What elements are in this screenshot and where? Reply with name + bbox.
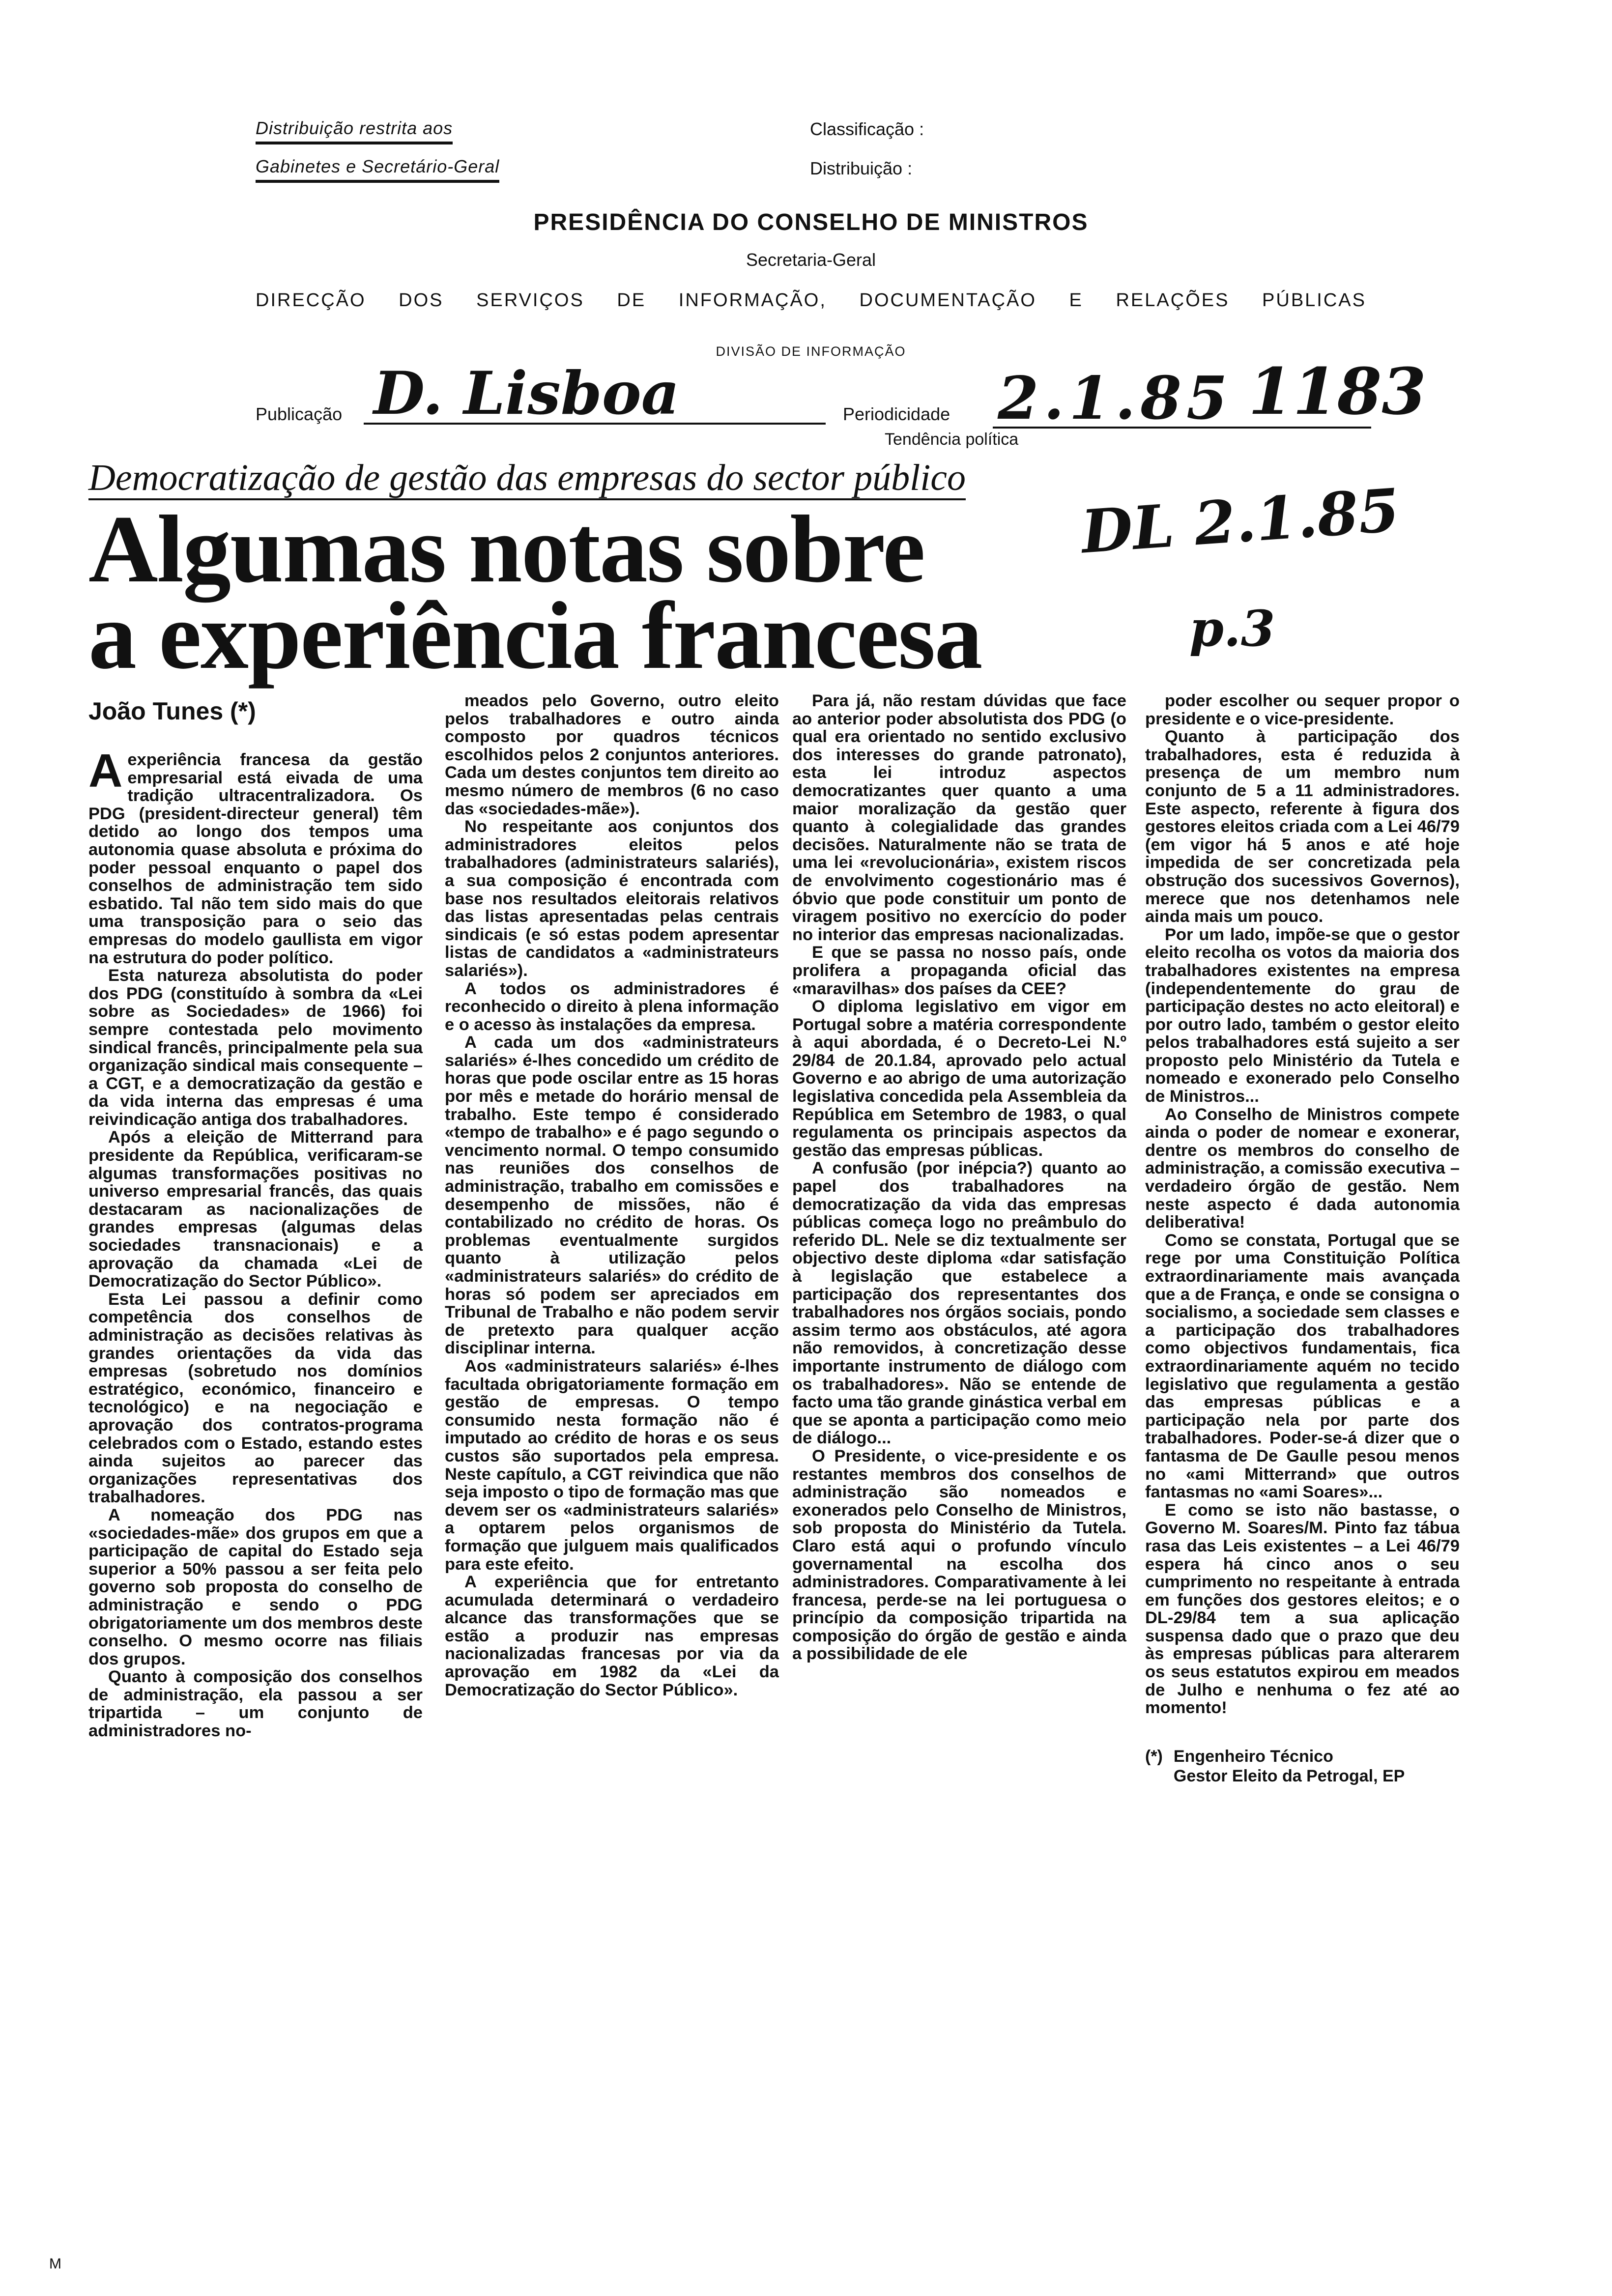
article-paragraph bbox=[1145, 1501, 1460, 1717]
article-headline-line1: Algumas notas sobre bbox=[88, 496, 924, 603]
secretariat-title: Secretaria-Geral bbox=[746, 250, 876, 270]
footnote-text bbox=[1174, 1747, 1405, 1786]
paragraph-text: E que se passa no nosso país, onde prolifera a propaganda oficial das «maravilhas» dos países da CEE? bbox=[792, 943, 1126, 998]
footnote-line2: Gestor Eleito da Petrogal, EP bbox=[1173, 1766, 1405, 1785]
article-paragraph bbox=[792, 1159, 1126, 1447]
emphasized-text: 5 anos bbox=[1281, 835, 1346, 854]
emphasized-text: sob proposta bbox=[165, 1578, 278, 1597]
article-paragraph bbox=[792, 692, 1126, 944]
article-paragraph bbox=[792, 1447, 1126, 1663]
article-column-3 bbox=[792, 692, 1126, 1663]
paragraph-text: Quanto à participação dos trabalhadores, esta é reduzida à presença de bbox=[1145, 727, 1460, 782]
article-paragraph bbox=[792, 998, 1126, 1159]
paragraph-text: A confusão (por inépcia?) quanto ao papel dos trabalhadores na democratização da vida das empresas públicas começa logo no preâmbulo do referido DL. Nele se diz textualmente ser objectivo deste diploma «dar satisfação à legislação que estabelece a bbox=[792, 1159, 1126, 1286]
paragraph-text: Quanto à composição dos conselhos de administração, ela passou a ser tripartida – um conjunto de administradores no- bbox=[88, 1667, 423, 1741]
emphasized-text: 5 a 11 bbox=[1256, 781, 1313, 800]
division-title: DIVISÃO DE INFORMAÇÃO bbox=[716, 344, 906, 359]
paragraph-text: do conselho de administração e sendo o PDG obrigatoriamente um dos membros deste conselho. O mesmo ocorre nas filiais dos grupos. bbox=[88, 1578, 423, 1668]
emphasized-text: um bbox=[1285, 763, 1311, 782]
distribution-restriction-line1: Distribuição restrita aos bbox=[256, 118, 453, 144]
article-paragraph bbox=[1145, 1232, 1460, 1501]
emphasized-text: participação bbox=[792, 1285, 892, 1304]
periodicity-label: Periodicidade bbox=[843, 404, 950, 424]
political-tendency-label: Tendência política bbox=[885, 430, 1019, 449]
paragraph-text: No respeitante aos conjuntos dos administradores eleitos pelos trabalhadores (administrateurs salariés), a sua composição é encontrada com base nos resultados eleitorais relativos das listas apresentadas pelas centrais sindicais (e só estas podem apresentar listas de candidatos a «administrateurs salariés»). bbox=[445, 817, 779, 980]
article-column-1 bbox=[88, 745, 423, 1741]
article-column-4-wrapper bbox=[1145, 692, 1460, 1786]
classification-label: Classificação : bbox=[810, 119, 924, 139]
article-paragraph bbox=[445, 1573, 779, 1699]
article-paragraph bbox=[445, 980, 779, 1034]
paragraph-text: E como se isto não bastasse, o Governo M. Soares/M. Pinto faz tábua rasa das Leis existentes – a Lei 46/79 espera há cinco anos o seu cumprimento no respeitante à entrada em funções dos gestores eleitos; e o DL-29/84 tem a sua aplicação suspensa dado que o prazo que deu às empresas públicas para alterarem os seus estatutos expirou em meados de Julho e nenhuma o fez até ao momento! bbox=[1145, 1500, 1460, 1718]
article-paragraph bbox=[792, 944, 1126, 998]
drop-cap: A bbox=[88, 745, 123, 797]
institution-title: PRESIDÊNCIA DO CONSELHO DE MINISTROS bbox=[533, 209, 1089, 235]
article-paragraph bbox=[1145, 728, 1460, 926]
article-paragraph bbox=[445, 818, 779, 979]
article-paragraph bbox=[1145, 1106, 1460, 1232]
corner-mark: M bbox=[49, 2256, 61, 2272]
article-author: João Tunes (*) bbox=[88, 697, 256, 725]
distribution-label: Distribuição : bbox=[810, 158, 913, 178]
paragraph-text: Como se constata, Portugal que se rege por uma Constituição Política extraordinariamente mais avançada que a de França, e onde se consigna o socialismo, a sociedade sem classes e a participação dos trabalhadores como objectivos fundamentais, fica extraordinariamente aquém no tecido legislativo que regulamenta a gestão das empresas públicas e a participação nela por parte dos trabalhadores. Poder-se-á dizer que o fantasma de De Gaulle pesou menos no «ami Mitterrand» que outros fantasmas no «ami Soares»... bbox=[1145, 1231, 1460, 1502]
paragraph-text: como meio de bbox=[792, 1410, 1126, 1448]
article-paragraph bbox=[88, 967, 423, 1128]
paragraph-text: Ao Conselho de Ministros compete ainda o poder de nomear e exonerar, dentre os membros do conselho de administração, a comissão executiva – verdadeiro órgão de gestão. Nem neste aspecto é dada autonomia deliberativa! bbox=[1145, 1105, 1460, 1232]
footnote-line1: Engenheiro Técnico bbox=[1173, 1747, 1333, 1766]
article-paragraph bbox=[445, 1357, 779, 1573]
paragraph-text: poder escolher ou sequer propor o presidente e o vice-presidente. bbox=[1145, 691, 1460, 728]
periodicity-handwritten-value: 2.1.85 bbox=[998, 364, 1233, 433]
article-paragraph bbox=[445, 692, 779, 818]
article-paragraph bbox=[1145, 926, 1460, 1106]
article-paragraph bbox=[88, 1668, 423, 1740]
paragraph-text: O diploma legislativo em vigor em Portugal sobre a matéria correspondente à aqui abordada, é o Decreto-Lei N.º 29/84 de 20.1.84, aprovado pelo actual Governo e ao abrigo de uma autorização legislativa concedida pela Assembleia da República em Setembro de 1983, o qual regulamenta os principais aspectos da gestão das empresas públicas. bbox=[792, 997, 1126, 1160]
paragraph-text: Esta natureza absolutista do poder dos PDG (constituído à sombra da «Lei sobre as Sociedades» de 1966) foi sempre contestada pelo movimento sindical francês, principalmente pela sua organização sindical mais consequente – a CGT, e a democratização da gestão e da vida interna das empresas é uma reivindicação antiga dos trabalhadores. bbox=[88, 966, 423, 1129]
article-headline-line2: a experiência francesa bbox=[88, 582, 982, 689]
article-paragraph bbox=[88, 1128, 423, 1290]
paragraph-text: dos representantes dos trabalhadores nos órgãos sociais, pondo assim termo aos obstáculos, até agora não removidos, à concretização desse importante instrumento de bbox=[792, 1285, 1126, 1376]
paragraph-text: A cada um dos «administrateurs salariés» é-lhes concedido um crédito de horas que pode oscilar entre as 15 horas por mês e metade do horário mensal de trabalho. Este tempo é considerado «tempo de trabalho» e é pago segundo o vencimento normal. O tempo consumido nas reuniões dos conselhos de administração, trabalho em comissões e desempenho de missões, não é contabilizado no crédito de horas. Os problemas eventualmente surgidos quanto à utilização pelos «administrateurs salariés» do crédito de horas só podem ser apreciados em Tribunal de Trabalho e não podem servir de pretexto para qualquer acção disciplinar interna. bbox=[445, 1033, 779, 1358]
paragraph-text: Após a eleição de Mitterrand para presidente da República, verificaram-se algumas transformações positivas no universo empresarial francês, das quais destacaram as nacionalizações de grandes empresas (algumas delas sociedades transnacionais) e a aprovação da chamada «Lei de Democratização do Sector Público». bbox=[88, 1128, 423, 1291]
reference-number-handwritten: 1183 bbox=[1248, 354, 1426, 429]
paragraph-text: ... bbox=[877, 1429, 892, 1448]
article-column-2 bbox=[445, 692, 779, 1699]
source-handwritten-note: DL 2.1.85 bbox=[1079, 475, 1402, 567]
article-paragraph bbox=[88, 1291, 423, 1506]
footnote bbox=[1145, 1747, 1460, 1786]
emphasized-text: diálogo bbox=[816, 1429, 877, 1448]
footnote-marker: (*) bbox=[1145, 1747, 1163, 1766]
paragraph-text: A nomeação dos PDG nas «sociedades-mãe» dos grupos em que a participação de capital do Estado seja superior a 50% passou a ser feita pelo governo bbox=[88, 1505, 423, 1597]
paragraph-text: meados pelo Governo, outro eleito pelos trabalhadores e outro ainda composto por quadros técnicos escolhidos pelos 2 conjuntos anteriores. Cada um destes conjuntos tem direito ao mesmo número de membros (6 no caso das «sociedades-mãe»). bbox=[445, 691, 779, 818]
emphasized-text: participação bbox=[930, 1410, 1030, 1430]
paragraph-text: Aos «administrateurs salariés» é-lhes facultada obrigatoriamente formação em gestão de empresas. O tempo consumido nesta formação não é imputado ao crédito de horas e os seus custos são suportados pela empresa. Neste capítulo, a CGT reivindica que não seja imposto o tipo de formação mas que devem ser os «administrateurs salariés» a optarem pelos organismos de formação que julguem mais qualificados para este efeito. bbox=[445, 1356, 779, 1574]
emphasized-text: diálogo bbox=[1023, 1356, 1083, 1376]
paragraph-text: experiência francesa da gestão empresarial está eivada de uma tradição ultracentralizadora. Os PDG (president-directeur general) têm detido ao longo dos tempos uma autonomia quase absoluta e próxima do poder pessoal enquanto o papel dos conselhos de administração tem sido esbatido. Tal não tem sido mais do que uma transposição para o seio das empresas do modelo gaullista em vigor na estrutura do poder político. bbox=[88, 750, 423, 967]
paragraph-text: Por um lado, impõe-se que o gestor eleito recolha os votos da maioria dos trabalhadores existentes na empresa (independentemente do grau de participação destes no acto eleitoral) e por outro lado, também o gestor eleito pelos trabalhadores está sujeito a ser proposto pelo Ministério da Tutela e nomeado e exonerado pelo Conselho de Ministros... bbox=[1145, 925, 1460, 1106]
paragraph-text: com os trabalhadores». Não se entende de facto uma tão grande ginástica verbal em que se aponta a bbox=[792, 1356, 1126, 1430]
paragraph-text: membro num conjunto de bbox=[1145, 763, 1460, 800]
article-paragraph bbox=[1145, 692, 1460, 728]
article-column-4 bbox=[1145, 692, 1460, 1717]
directorate-title: DIRECÇÃO DOS SERVIÇOS DE INFORMAÇÃO, DOCUMENTAÇÃO E RELAÇÕES PÚBLICAS bbox=[256, 290, 1366, 311]
paragraph-text: A todos os administradores é reconhecido o direito à plena informação e o acesso às instalações da empresa. bbox=[445, 979, 779, 1034]
page-handwritten-note: p.3 bbox=[1189, 600, 1275, 658]
article-kicker: Democratização de gestão das empresas do sector público bbox=[88, 457, 966, 500]
paragraph-text: Esta Lei passou a definir como competência dos conselhos de administração as decisões relativas às grandes orientações da vida das empresas (sobretudo nos domínios estratégico, económico, financeiro e tecnológico) e na negociação e aprovação dos contratos-programa celebrados com o Estado, estando estes ainda sujeitos ao parecer das organizações representativas dos trabalhadores. bbox=[88, 1290, 423, 1507]
paragraph-text: administradores. Este aspecto, referente à figura dos gestores eleitos criada com a Lei 46/79 (em vigor há bbox=[1145, 781, 1460, 854]
paragraph-text: Para já, não restam dúvidas que face ao anterior poder absolutista dos PDG (o qual era orientado no sentido exclusivo dos interesses do grande patronato), esta lei introduz aspectos democratizantes quer quanto a uma maior moralização da gestão quer quanto à colegialidade das grandes decisões. Naturalmente não se trata de uma lei «revolucionária», existem riscos de envolvimento cogestionário mas é óbvio que pode constituir um ponto de viragem positivo no exercício do poder no interior das empresas nacionalizadas. bbox=[792, 691, 1126, 944]
article-paragraph bbox=[445, 1033, 779, 1357]
paragraph-text: e até hoje impedida de ser concretizada pela obstrução dos sucessivos Governos), merece que nos detenhamos nele ainda mais um pouco. bbox=[1145, 835, 1460, 926]
paragraph-text: O Presidente, o vice-presidente e os restantes membros dos conselhos de administração são nomeados e exonerados pelo Conselho de Ministros, sob proposta do Ministério da Tutela. Claro está aqui o profundo vínculo governamental na escolha dos administradores. Comparativamente à lei francesa, perde-se na lei portuguesa o princípio da composição tripartida na composição do órgão de gestão e ainda a possibilidade de ele bbox=[792, 1446, 1126, 1664]
article-paragraph bbox=[88, 1506, 423, 1668]
publication-label: Publicação bbox=[256, 404, 343, 424]
publication-handwritten-value: D. Lisboa bbox=[374, 359, 680, 428]
distribution-restriction-line2: Gabinetes e Secretário-Geral bbox=[256, 156, 499, 183]
paragraph-text: A experiência que for entretanto acumulada determinará o verdadeiro alcance das transformações que se estão a produzir nas empresas nacionalizadas francesas por via da aprovação em 1982 da «Lei da Democratização do Sector Público». bbox=[445, 1573, 779, 1699]
